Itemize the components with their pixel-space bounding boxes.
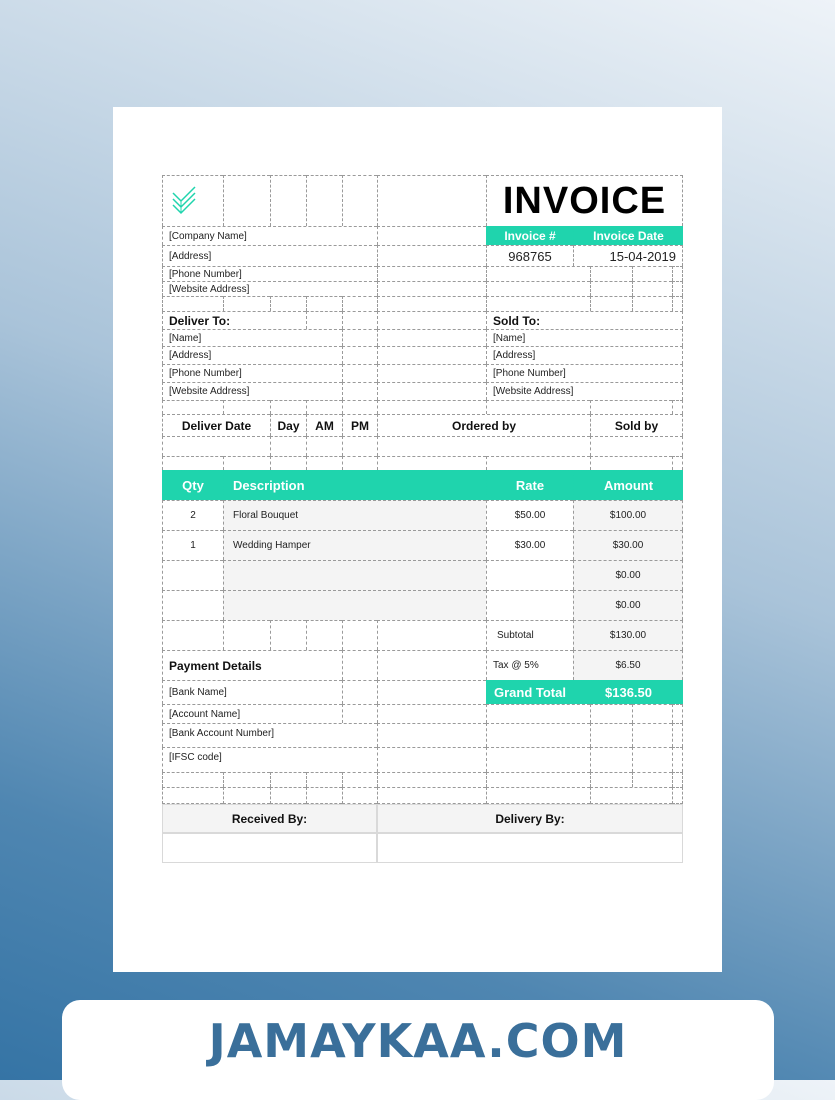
stacked-chevron-logo-icon (169, 185, 199, 217)
payment-details-heading: Payment Details (162, 650, 342, 680)
item-qty (162, 590, 223, 620)
invoice-number: 968765 (486, 245, 573, 266)
item-description: Floral Bouquet (223, 500, 486, 530)
sold-to-heading: Sold To: (486, 311, 683, 329)
deliver-to-address: [Address] (162, 346, 342, 364)
delivery-by-signature (377, 833, 683, 863)
delivery-by-label: Delivery By: (377, 804, 683, 833)
received-by-signature (162, 833, 377, 863)
company-address: [Address] (162, 245, 377, 266)
item-description (223, 590, 486, 620)
company-website: [Website Address] (162, 281, 377, 296)
deliver-to-phone: [Phone Number] (162, 364, 342, 382)
invoice-date: 15-04-2019 (573, 245, 683, 266)
ordered-by-header: Ordered by (377, 414, 590, 436)
item-amount: $0.00 (573, 590, 683, 620)
day-header: Day (270, 414, 306, 436)
invoice-number-label: Invoice # (486, 226, 573, 245)
item-rate: $50.00 (486, 500, 573, 530)
sold-to-website: [Website Address] (486, 382, 683, 400)
deliver-date-header: Deliver Date (162, 414, 270, 436)
company-name: [Company Name] (162, 226, 377, 245)
sold-by-header: Sold by (590, 414, 683, 436)
tax-value: $6.50 (573, 650, 683, 680)
invoice-template (162, 175, 683, 863)
item-qty (162, 560, 223, 590)
item-qty: 1 (162, 530, 223, 560)
item-rate (486, 590, 573, 620)
tax-label: Tax @ 5% (486, 650, 573, 680)
bank-name: [Bank Name] (162, 680, 342, 704)
watermark-text: JAMAYKAA.COM (208, 1014, 628, 1068)
watermark-banner (62, 1000, 774, 1100)
account-name: [Account Name] (162, 704, 342, 723)
pm-header: PM (342, 414, 377, 436)
item-amount: $30.00 (573, 530, 683, 560)
grand-total-value: $136.50 (573, 680, 683, 704)
company-phone: [Phone Number] (162, 266, 377, 281)
deliver-to-heading: Deliver To: (162, 311, 306, 329)
subtotal-label: Subtotal (486, 620, 573, 650)
sold-to-address: [Address] (486, 346, 683, 364)
deliver-to-website: [Website Address] (162, 382, 342, 400)
qty-header: Qty (162, 470, 223, 500)
item-rate: $30.00 (486, 530, 573, 560)
table-row (162, 590, 683, 620)
account-number: [Bank Account Number] (162, 723, 377, 747)
item-rate (486, 560, 573, 590)
sold-to-phone: [Phone Number] (486, 364, 683, 382)
amount-header: Amount (573, 470, 683, 500)
invoice-date-label: Invoice Date (573, 226, 683, 245)
logo-cell (162, 175, 223, 226)
item-qty: 2 (162, 500, 223, 530)
grand-total-label: Grand Total (486, 680, 573, 704)
subtotal-value: $130.00 (573, 620, 683, 650)
table-row (162, 500, 683, 530)
rate-header: Rate (486, 470, 573, 500)
table-row (162, 560, 683, 590)
table-row (162, 530, 683, 560)
description-header: Description (223, 470, 486, 500)
item-amount: $0.00 (573, 560, 683, 590)
item-description (223, 560, 486, 590)
deliver-to-name: [Name] (162, 329, 342, 346)
received-by-label: Received By: (162, 804, 377, 833)
am-header: AM (306, 414, 342, 436)
item-amount: $100.00 (573, 500, 683, 530)
ifsc-code: [IFSC code] (162, 747, 377, 772)
sold-to-name: [Name] (486, 329, 683, 346)
invoice-title: INVOICE (486, 175, 683, 226)
item-description: Wedding Hamper (223, 530, 486, 560)
